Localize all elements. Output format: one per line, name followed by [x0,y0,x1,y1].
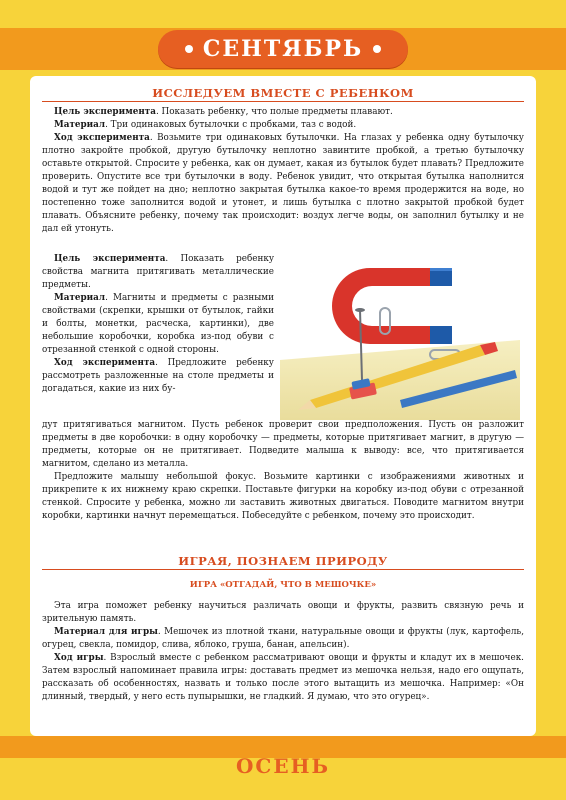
goal-label: Цель эксперимента [54,254,166,264]
month-banner [158,30,408,68]
section-heading: ИГРАЯ, ПОЗНАЕМ ПРИРОДУ [178,554,388,568]
section-heading: ИССЛЕДУЕМ ВМЕСТЕ С РЕБЕНКОМ [152,86,414,100]
course-text: . Возьмите три одинаковых бутылочки. На глазах у ребенка одну бутылочку плотно закройте пробкой, другую бутылочку неплотно завинтите пробкой, а третью бутылочку оставьте открытой. Спросите у ребенка, как он думает, какая из бутылок будет плавать? Предложите проверить. Опустите все три бутылочки в воду. Ребенок увидит, что открытая бутылка наполнится водой и тут же пойдет на дно; неплотно закрытая бутылка какое-то время продержится на воде, но постепенно тоже заполнится водой и утонет, и лишь бутылка с плотно закрытой пробкой будет плавать. Объясните ребенку, почему так происходит: воздух легче воды, он заполнил бутылку и не дал ей утонуть. [42,133,524,234]
material-label: Материал для игры [54,627,158,637]
course-label: Ход эксперимента [54,133,150,143]
focus-text: Предложите малышу небольшой фокус. Возьмите картинки с изображениями животных и прикрепите к их нижнему краю скрепки. Поставьте фигурки на коробку из-под обуви с отрезанной стенкой. Спросите у ребенка, можно ли заставить животных двигаться. Поводите магнитом внутри коробки, картинки начнут перемещаться. Побеседуйте с ребенком, почему это происходит. [42,472,524,521]
goal-text: . Показать ребенку свойства магнита притягивать металлические предметы. [42,254,274,290]
season-title: ОСЕНЬ [236,754,330,778]
material-label: Материал [54,293,106,303]
goal-label: Цель эксперимента [54,107,156,117]
course-label: Ход эксперимента [54,358,156,368]
game-title: ИГРА «ОТГАДАЙ, ЧТО В МЕШОЧКЕ» [189,580,377,590]
course-label: Ход игры [54,653,104,663]
experiment-2-left [42,253,274,396]
material-label: Материал [54,120,106,130]
month-title: СЕНТЯБРЬ [202,36,364,62]
magnet-illustration [280,250,520,420]
course-text: . Предложите ребенку рассмотреть разложенные на столе предметы и догадаться, какие из них бу- [42,358,274,394]
goal-text: . Показать ребенку, что полые предметы плавают. [155,107,393,117]
experiment-1 [42,106,524,236]
divider [42,569,524,570]
intro-text: Эта игра поможет ребенку научиться различать овощи и фрукты, развить связную речь и зрительную память. [42,601,524,624]
bullet-icon [373,45,381,53]
bullet-icon [185,45,193,53]
course-text: . Взрослый вместе с ребенком рассматривают овощи и фрукты и кладут их в мешочек. Затем взрослый напоминает правила игры: доставать предмет из мешочка нельзя, надо его ощупать, рассказать об особенностях, назвать и только после этого вытащить из мешочка. Например: «Он длинный, твердый, у него есть пупырышки, не гладкий. Я думаю, что это огурец». [42,653,524,702]
experiment-2-bottom [42,419,524,523]
divider [42,101,524,102]
material-text: . Магниты и предметы с разными свойствами (скрепки, крышки от бутылок, гайки и болты, монетки, расческа, картинки), две небольшие коробочки, коробка из-под обуви с отрезанной стенкой с одной стороны. [42,293,274,355]
course-text-continued: дут притягиваться магнитом. Пусть ребенок проверит свои предположения. Пусть он разложит предметы в две коробочки: в одну коробочку — предметы, которые притягивает магнит, в другую — предметы, которые он не притягивает. Подведите малыша к выводу: все, что притягивается магнитом, сделано из металла. [42,420,524,469]
material-text: . Мешочек из плотной ткани, натуральные овощи и фрукты (лук, картофель, огурец, свекла, помидор, слива, яблоко, груша, банан, апельсин). [42,627,524,650]
game-section [42,600,524,704]
material-text: . Три одинаковых бутылочки с пробками, таз с водой. [105,120,357,130]
